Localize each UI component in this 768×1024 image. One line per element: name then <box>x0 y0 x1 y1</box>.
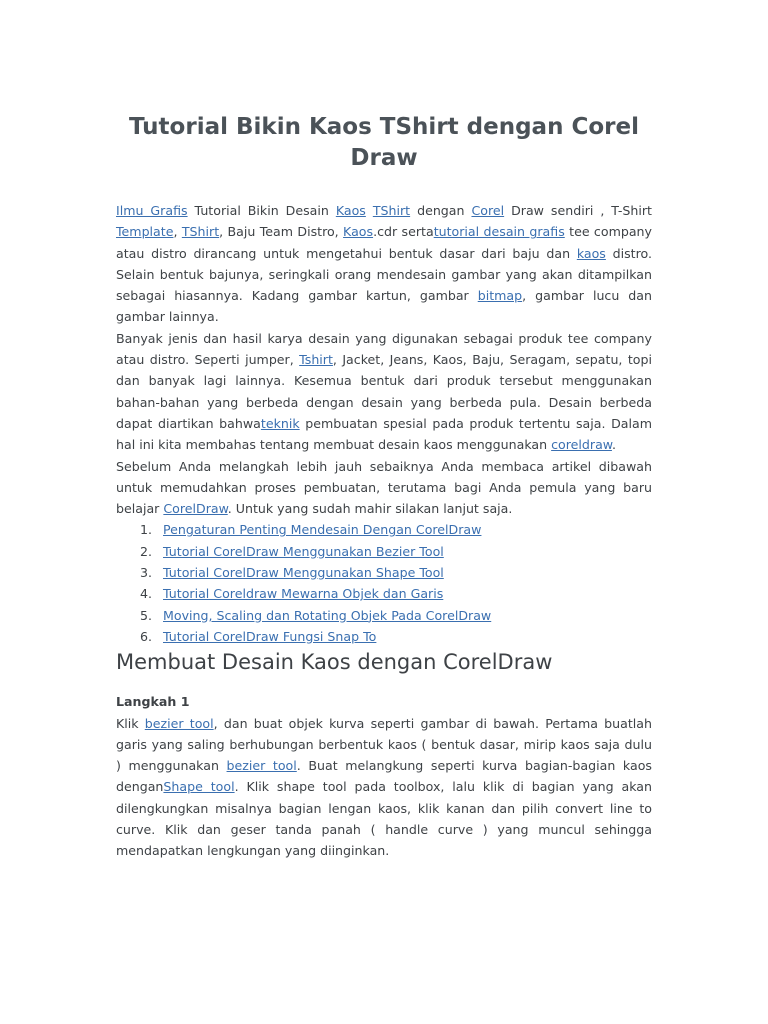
prerequisite-paragraph: Sebelum Anda melangkah lebih jauh sebaiknya Anda membaca artikel dibawah untuk memudahkan proses pembuatan, terutama bagi Anda pemula yang baru belajar CorelDraw. Untuk yang sudah mahir silakan lanjut saja. <box>116 458 652 517</box>
list-link[interactable]: Moving, Scaling dan Rotating Objek Pada CorelDraw <box>163 607 492 623</box>
link-kaos-3[interactable]: kaos <box>576 245 606 261</box>
list-item: 2. Tutorial CorelDraw Menggunakan Bezier Tool <box>140 543 444 559</box>
link-kaos[interactable]: Kaos <box>335 203 366 218</box>
link-ilmu-grafis[interactable]: Ilmu Grafis <box>116 203 188 218</box>
article-list <box>116 519 652 647</box>
link-coreldraw[interactable]: coreldraw <box>551 437 612 453</box>
link-corel[interactable]: Corel <box>471 203 505 218</box>
link-tutorial-desain-grafis[interactable]: tutorial desain grafis <box>433 224 565 240</box>
link-tshirt-2[interactable]: TShirt <box>181 224 220 240</box>
list-link[interactable]: Tutorial Coreldraw Mewarna Objek dan Garis <box>163 586 444 602</box>
list-item: 1. Pengaturan Penting Mendesain Dengan CorelDraw <box>140 522 482 538</box>
list-item: 4. Tutorial Coreldraw Mewarna Objek dan Garis <box>140 586 444 602</box>
link-coreldraw-2[interactable]: CorelDraw <box>163 501 228 517</box>
link-shape-tool[interactable]: Shape tool <box>163 779 235 795</box>
intro-paragraph: Ilmu Grafis Tutorial Bikin Desain Kaos TShirt dengan Corel Draw sendiri , T-Shirt Template, TShirt, Baju Team Distro, Kaos.cdr sertatutorial desain grafis tee company atau distro dirancang untuk mengetahui bentuk dasar dari baju dan kaos distro. Selain bentuk bajunya, seringkali orang mendesain gambar yang akan ditampilkan sebagai hiasannya. Kadang gambar kartun, gambar bitmap, gambar lucu dan gambar lainnya. <box>116 203 652 325</box>
list-link[interactable]: Pengaturan Penting Mendesain Dengan CorelDraw <box>163 522 482 538</box>
section-heading: Membuat Desain Kaos dengan CorelDraw <box>116 650 553 675</box>
list-item: 5. Moving, Scaling dan Rotating Objek Pada CorelDraw <box>140 607 492 623</box>
link-bitmap[interactable]: bitmap <box>477 288 523 304</box>
link-tshirt-3[interactable]: Tshirt <box>299 352 333 368</box>
list-link[interactable]: Tutorial CorelDraw Menggunakan Shape Tool <box>163 565 444 581</box>
document-page <box>116 112 652 862</box>
step-paragraph: Klik bezier tool, dan buat objek kurva seperti gambar di bawah. Pertama buatlah garis yang saling berhubungan berbentuk kaos ( bentuk dasar, mirip kaos saja dulu ) menggunakan bezier tool. Buat melangkung seperti kurva bagian-bagian kaos denganShape tool. Klik shape tool pada toolbox, lalu klik di bagian yang akan dilengkungkan misalnya bagian lengan kaos, klik kanan dan pilih convert line to curve. Klik dan geser tanda panah ( handle curve ) yang muncul sehingga mendapatkan lengkungan yang diinginkan. <box>116 715 652 859</box>
list-item: 6. Tutorial CorelDraw Fungsi Snap To <box>140 628 377 644</box>
link-template[interactable]: Template <box>116 224 174 240</box>
link-teknik[interactable]: teknik <box>260 415 300 431</box>
link-tshirt[interactable]: TShirt <box>372 203 411 218</box>
body-paragraph: Banyak jenis dan hasil karya desain yang digunakan sebagai produk tee company atau distro. Seperti jumper, Tshirt, Jacket, Jeans, Kaos, Baju, Seragam, sepatu, topi dan banyak lagi lainnya. Kesemua bentuk dari produk tersebut menggunakan bahan-bahan yang berbeda dengan desain yang berbeda pula. Desain berbeda dapat diartikan bahwateknik pembuatan spesial pada produk tertentu saja. Dalam hal ini kita membahas tentang membuat desain kaos menggunakan coreldraw. <box>116 330 652 453</box>
link-bezier-tool[interactable]: bezier tool <box>144 715 214 731</box>
page-title: Tutorial Bikin Kaos TShirt dengan Corel Draw <box>129 114 639 171</box>
list-item: 3. Tutorial CorelDraw Menggunakan Shape Tool <box>140 565 444 581</box>
link-kaos-2[interactable]: Kaos <box>343 224 374 240</box>
list-link[interactable]: Tutorial CorelDraw Menggunakan Bezier Tool <box>163 543 444 559</box>
step-label: Langkah 1 <box>116 694 190 710</box>
link-bezier-tool-2[interactable]: bezier tool <box>226 758 297 774</box>
list-link[interactable]: Tutorial CorelDraw Fungsi Snap To <box>163 628 377 644</box>
